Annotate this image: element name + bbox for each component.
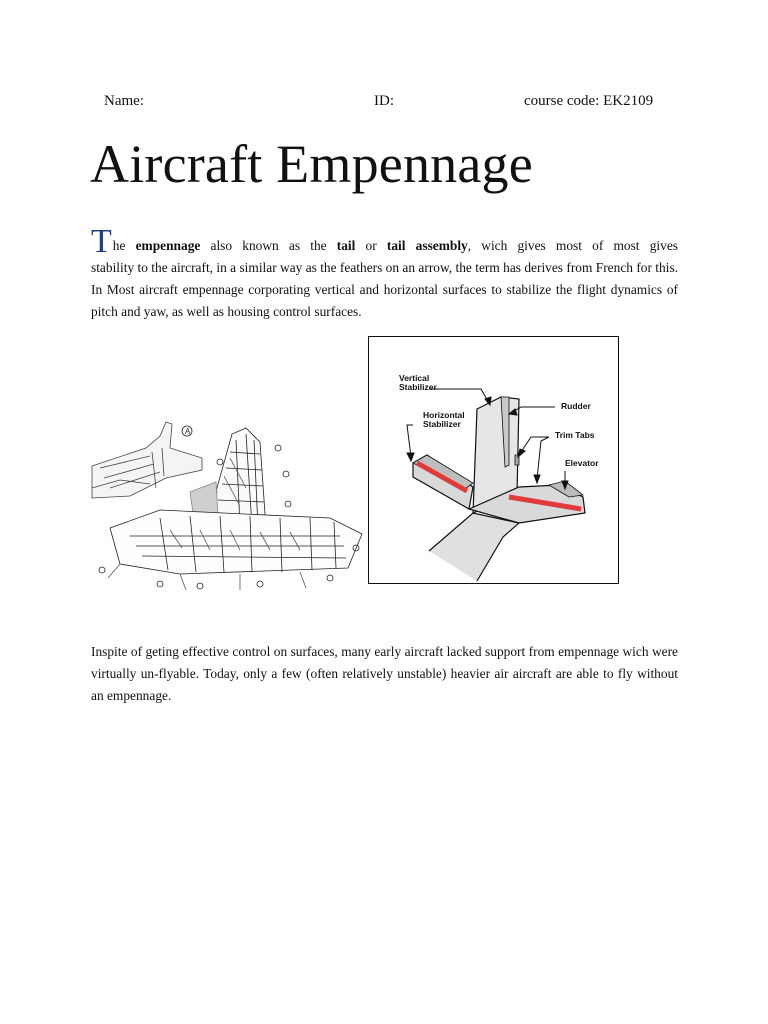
intro-paragraph	[91, 223, 678, 323]
name-label: Name:	[104, 93, 144, 109]
intro-text-1: he	[112, 238, 136, 253]
label-vertical-stabilizer-1: Vertical	[399, 373, 430, 383]
id-label: ID:	[374, 93, 394, 109]
label-trim-tabs: Trim Tabs	[555, 430, 595, 440]
stabilizer-frame	[99, 510, 362, 590]
course-code-label: course code: EK2109	[524, 93, 654, 109]
label-horizontal-stabilizer-1: Horizontal	[423, 410, 465, 420]
fuselage-tail	[429, 513, 519, 581]
intro-text-2: also known as the	[200, 238, 337, 253]
label-vertical-stabilizer-2: Stabilizer	[399, 382, 437, 392]
drop-cap: T	[91, 223, 112, 260]
intro-rest: stability to the aircraft, in a similar way as the feathers on an arrow, the term has derives from French for this. In Most aircraft empennage corporating vertical and horizontal surfaces to stabilize the flight dynamics of pitch and yaw, as well as housing control surfaces.	[91, 260, 678, 319]
tail-cutaway-illustration	[90, 418, 366, 594]
term-tail-assembly: tail assembly	[386, 238, 468, 253]
second-paragraph: Inspite of geting effective control on surfaces, many early aircraft lacked support from empennage wich were virtually un-flyable. Today, only a few (often relatively unstable) heavier air aircraft are able to fly without an empennage.	[91, 644, 678, 703]
label-rudder: Rudder	[561, 401, 591, 411]
page-title: Aircraft Empennage	[90, 134, 533, 194]
term-empennage: empennage	[135, 238, 201, 253]
term-tail: tail	[336, 238, 356, 253]
cutaway-marker-a: A	[185, 427, 191, 436]
intro-text-3: or	[355, 238, 387, 253]
intro-first-line	[91, 223, 678, 260]
label-horizontal-stabilizer-2: Stabilizer	[423, 419, 461, 429]
label-elevator: Elevator	[565, 458, 599, 468]
intro-text-4: , wich gives most of most gives	[467, 238, 678, 253]
empennage-diagram	[368, 336, 619, 584]
